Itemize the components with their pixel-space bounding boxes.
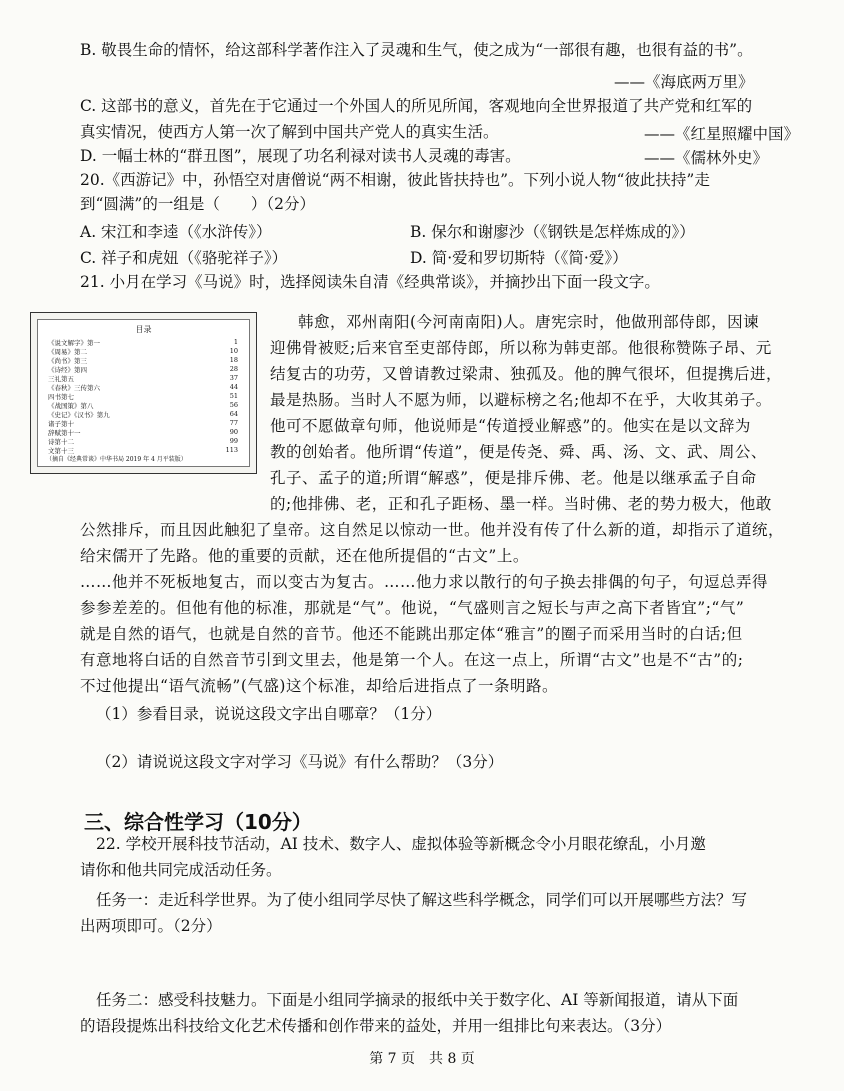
toc-row-page: 28 [229, 365, 238, 373]
toc-row-title: 辞赋第十一 [48, 429, 81, 437]
toc-row-page: 99 [229, 437, 238, 445]
toc-row [48, 356, 238, 365]
passage-line: ……他并不死板地复古，而以变古为复古。……他力求以散行的句子换去排偶的句子，句逗总弄得 [80, 573, 769, 591]
toc-row-page: 37 [229, 374, 238, 382]
passage-line: 公然排斥，而且因此触犯了皇帝。这自然足以惊动一世。他并没有传了什么新的道，却指示了道统， [80, 521, 785, 539]
toc-row [48, 419, 238, 428]
toc-row-page: 18 [229, 356, 238, 364]
toc-row-title: 《说文解字》第一 [48, 339, 100, 347]
q19-option-d-source: ——《儒林外史》 [644, 149, 769, 167]
task1-line2: 出两项即可。（2分） [80, 917, 222, 935]
toc-row [48, 374, 238, 383]
toc-row-title: 三礼第五 [48, 375, 74, 383]
toc-row-title: 四书第七 [48, 393, 74, 401]
toc-row [48, 347, 238, 356]
q19-option-c-line1: C. 这部书的意义，首先在于它通过一个外国人的所见所闻，客观地向全世界报道了共产党和红军的 [80, 97, 753, 115]
toc-row-title: 《周易》第二 [48, 348, 87, 356]
q20-stem-line1: 20.《西游记》中，孙悟空对唐僧说“两不相谢，彼此皆扶持也”。下列小说人物“彼此扶持”走 [80, 171, 710, 189]
q19-option-c-line2: 真实情况，使西方人第一次了解到中国共产党人的真实生活。 [80, 123, 499, 141]
toc-row-page: 56 [229, 401, 238, 409]
q19-option-b-source: ——《海底两万里》 [614, 73, 754, 91]
toc-title: 目录 [135, 325, 152, 334]
toc-row-page: 77 [229, 419, 238, 427]
toc-row-title: 诗第十二 [48, 438, 74, 446]
passage-line: 参参差差的。但他有他的标准，那就是“气”。他说，“气盛则言之短长与声之高下者皆宜”;“气” [80, 599, 745, 617]
toc-row-title: 文第十三 [48, 447, 74, 455]
toc-note: （摘自《经典常谈》中华书局 2019 年 4 月平装版） [46, 456, 187, 463]
toc-row [48, 338, 238, 347]
toc-row-page: 64 [229, 410, 238, 418]
q22-stem-line2: 请你和他共同完成活动任务。 [80, 861, 282, 879]
toc-row-page: 1 [233, 338, 238, 346]
q22-stem-line1: 22. 学校开展科技节活动，AI 技术、数字人、虚拟体验等新概念令小月眼花缭乱，小月邀 [96, 835, 706, 853]
toc-row [48, 428, 238, 437]
passage-line: 给宋儒开了先路。他的重要的贡献，还在他所提倡的“古文”上。 [80, 547, 529, 565]
passage-line: 最是热肠。当时人不愿为师，以避标榜之名;他却不在乎，大收其弟子。 [270, 391, 772, 409]
q20-option-a: A. 宋江和李逵（《水浒传》） [80, 223, 272, 241]
q21-subquestion-2: （2）请说说这段文字对学习《马说》有什么帮助？（3分） [96, 753, 504, 771]
q20-option-b: B. 保尔和谢廖沙（《钢铁是怎样炼成的》） [410, 223, 695, 241]
toc-row-page: 51 [229, 392, 238, 400]
toc-row-page: 44 [229, 383, 238, 391]
section-heading: 三、综合性学习（10分） [84, 810, 312, 834]
toc-row [48, 383, 238, 392]
passage-line: 他可不愿做章句师，他说师是“传道授业解惑”的。他实在是以文辞为 [270, 417, 751, 435]
passage-line: 就是自然的语气，也就是自然的音节。他还不能跳出那定体“雅言”的圈子而采用当时的白话;但 [80, 625, 743, 643]
passage-line: 的;他排佛、老，正和孔子距杨、墨一样。当时佛、老的势力极大，他敢 [270, 495, 772, 513]
passage-line: 教的创始者。他所谓“传道”，便是传尧、舜、禹、汤、文、武、周公、 [270, 443, 767, 461]
q20-stem-line2: 到“圆满”的一组是（ ）（2分） [80, 195, 315, 213]
toc-row-page: 10 [229, 347, 238, 355]
toc-row-title: 《史记》《汉书》第九 [48, 411, 110, 419]
table-of-contents-image [30, 312, 257, 474]
q19-option-d: D. 一幅士林的“群丑图”，展现了功名利禄对读书人灵魂的毒害。 [80, 147, 521, 165]
q21-intro: 21. 小月在学习《马说》时，选择阅读朱自清《经典常谈》，并摘抄出下面一段文字。 [80, 273, 660, 291]
q20-option-c: C. 祥子和虎妞（《骆驼祥子》） [80, 249, 288, 267]
q20-option-d: D. 简·爱和罗切斯特（《简·爱》） [410, 249, 628, 267]
toc-row-page: 113 [225, 446, 238, 454]
toc-row-page: 90 [229, 428, 238, 436]
q19-option-c-source: ——《红星照耀中国》 [644, 125, 800, 143]
passage-line: 不过他提出“语气流畅”(气盛)这个标准，却给后进指点了一条明路。 [80, 677, 558, 695]
passage-line: 有意地将白话的自然音节引到文里去，他是第一个人。在这一点上，所谓“古文”也是不“古”的; [80, 651, 744, 669]
toc-row-title: 诸子第十 [48, 420, 74, 428]
page-footer: 第 7 页 共 8 页 [369, 1051, 475, 1067]
toc-row [48, 410, 238, 419]
task1-line1: 任务一：走近科学世界。为了使小组同学尽快了解这些科学概念，同学们可以开展哪些方法？写 [96, 891, 748, 909]
toc-row [48, 401, 238, 410]
passage-line: 迎佛骨被贬;后来官至吏部侍郎，所以称为韩吏部。他很称赞陈子昂、元 [270, 339, 772, 357]
toc-row [48, 365, 238, 374]
q19-option-b: B. 敬畏生命的情怀，给这部科学著作注入了灵魂和生气，使之成为“一部很有趣，也很有益的书”。 [80, 41, 753, 59]
passage-line: 孔子、孟子的道;所谓“解惑”，便是排斥佛、老。他是以继承孟子自命 [270, 469, 757, 487]
task2-line2: 的语段提炼出科技给文化艺术传播和创作带来的益处，并用一组排比句来表达。（3分） [80, 1017, 672, 1035]
toc-row [48, 392, 238, 401]
task2-line1: 任务二：感受科技魅力。下面是小组同学摘录的报纸中关于数字化、AI 等新闻报道，请从下面 [96, 991, 739, 1009]
toc-page [37, 319, 250, 467]
toc-row [48, 437, 238, 446]
toc-row-title: 《尚书》第三 [48, 357, 87, 365]
passage-line: 结复古的功劳，又曾请教过梁肃、独孤及。他的脾气很坏，但提携后进， [270, 365, 783, 383]
toc-row-title: 《诗经》第四 [48, 366, 87, 374]
q21-subquestion-1: （1）参看目录，说说这段文字出自哪章？（1分） [96, 705, 442, 723]
passage-line: 韩愈，邓州南阳(今河南南阳)人。唐宪宗时，他做刑部侍郎，因谏 [298, 313, 760, 331]
toc-row-title: 《春秋》三传第六 [48, 384, 100, 392]
toc-row-title: 《战国策》第八 [48, 402, 94, 410]
